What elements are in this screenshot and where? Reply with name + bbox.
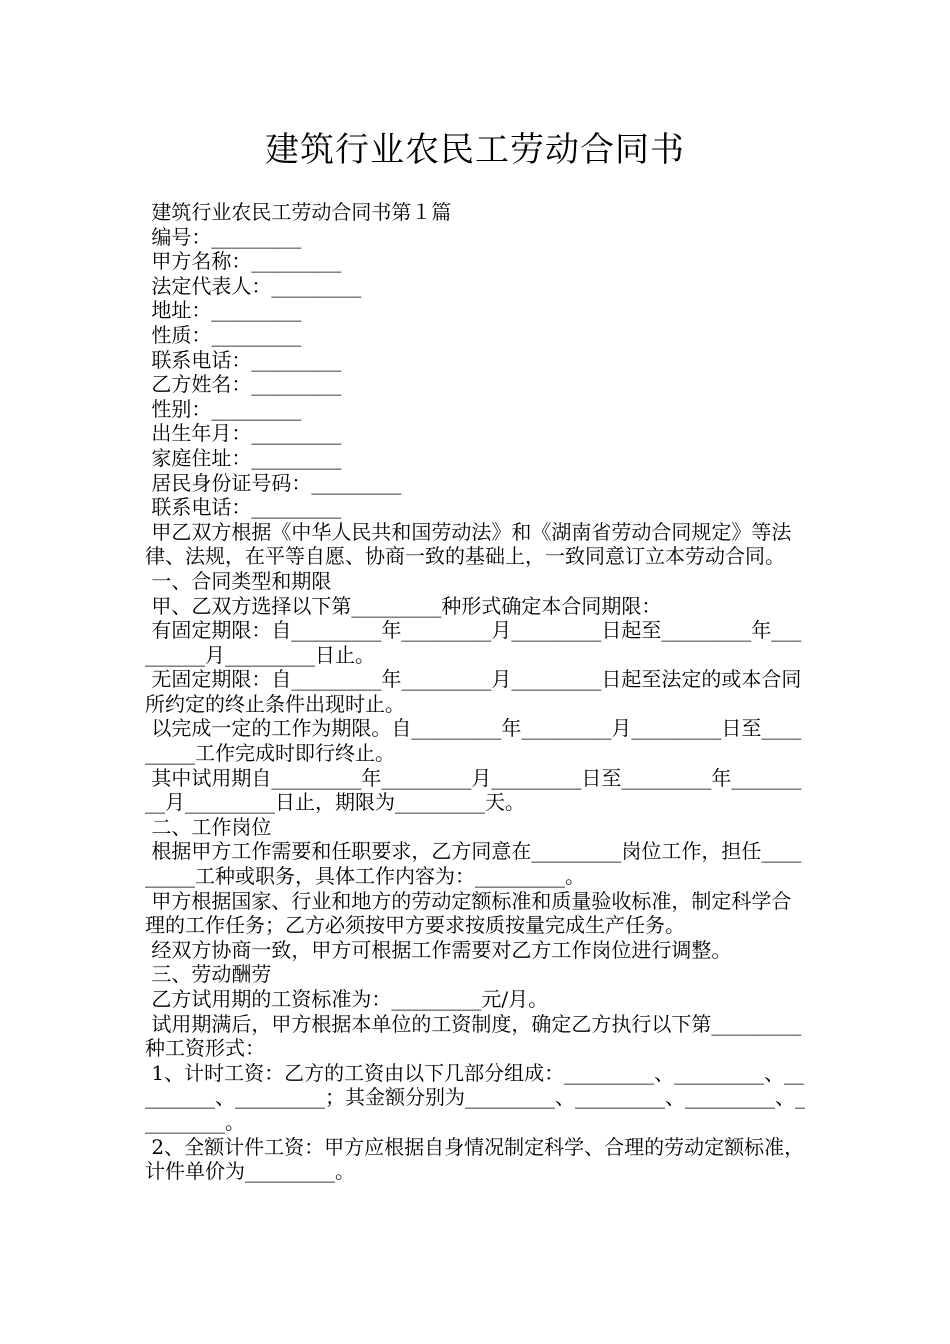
document-line: 联系电话：_________ xyxy=(145,495,342,520)
document-line: 家庭住址：_________ xyxy=(145,445,342,470)
document-title: 建筑行业农民工劳动合同书 xyxy=(265,130,685,170)
document-line: 2、全额计件工资：甲方应根据自身情况制定科学、合理的劳动定额标准，计件单价为_________。 xyxy=(145,1134,805,1184)
document-line: 试用期满后，甲方根据本单位的工资制度，确定乙方执行以下第_________种工资形式： xyxy=(145,1011,802,1061)
document-line: 1、计时工资：乙方的工资由以下几部分组成：_________、_________、_________、_________；其金额分别为_________、_________、_________、_________。 xyxy=(145,1060,805,1134)
document-line: 有固定期限：自_________年_________月_________日起至_________年_________月_________日止。 xyxy=(145,618,802,667)
document-line: 甲乙双方根据《中华人民共和国劳动法》和《湖南省劳动合同规定》等法律、法规，在平等自愿、协商一致的基础上，一致同意订立本劳动合同。 xyxy=(145,519,792,569)
document-body xyxy=(145,200,810,1184)
document-line: 甲、乙双方选择以下第_________种形式确定本合同期限： xyxy=(145,593,662,618)
document-line: 出生年月：_________ xyxy=(145,421,342,446)
document-line: 乙方姓名：_________ xyxy=(145,372,342,397)
document-line: 以完成一定的工作为期限。自_________年_________月_________日至_________工作完成时即行终止。 xyxy=(145,716,802,766)
document-line: 性质：_________ xyxy=(145,322,302,347)
document-line: 性别：_________ xyxy=(145,396,302,421)
document-line: 经双方协商一致，甲方可根据工作需要对乙方工作岗位进行调整。 xyxy=(145,937,732,962)
document-line: 无固定期限：自_________年_________月_________日起至法定的或本合同所约定的终止条件出现时止。 xyxy=(145,667,802,716)
document-line: 地址：_________ xyxy=(145,298,302,323)
document-line: 乙方试用期的工资标准为：_________元/月。 xyxy=(145,987,549,1011)
document-line: 联系电话：_________ xyxy=(145,347,342,372)
document-line: 甲方名称：_________ xyxy=(145,249,342,274)
document-line: 编号：_________ xyxy=(145,224,302,249)
document-line: 根据甲方工作需要和任职要求，乙方同意在_________岗位工作，担任_________工种或职务，具体工作内容为：_________。 xyxy=(145,839,802,889)
document-line: 建筑行业农民工劳动合同书第１篇 xyxy=(145,200,452,224)
document-line: 法定代表人：_________ xyxy=(145,273,362,298)
document-line: 甲方根据国家、行业和地方的劳动定额标准和质量验收标准，制定科学合理的工作任务；乙方必须按甲方要求按质按量完成生产任务。 xyxy=(145,888,792,938)
document-line: 一、合同类型和期限 xyxy=(145,568,332,593)
document-line: 居民身份证号码：_________ xyxy=(145,470,402,495)
document-line: 其中试用期自_________年_________月_________日至_________年_________月_________日止，期限为_________天。 xyxy=(145,765,802,815)
document-line: 二、工作岗位 xyxy=(145,814,272,839)
document-line: 三、劳动酬劳 xyxy=(145,962,272,987)
